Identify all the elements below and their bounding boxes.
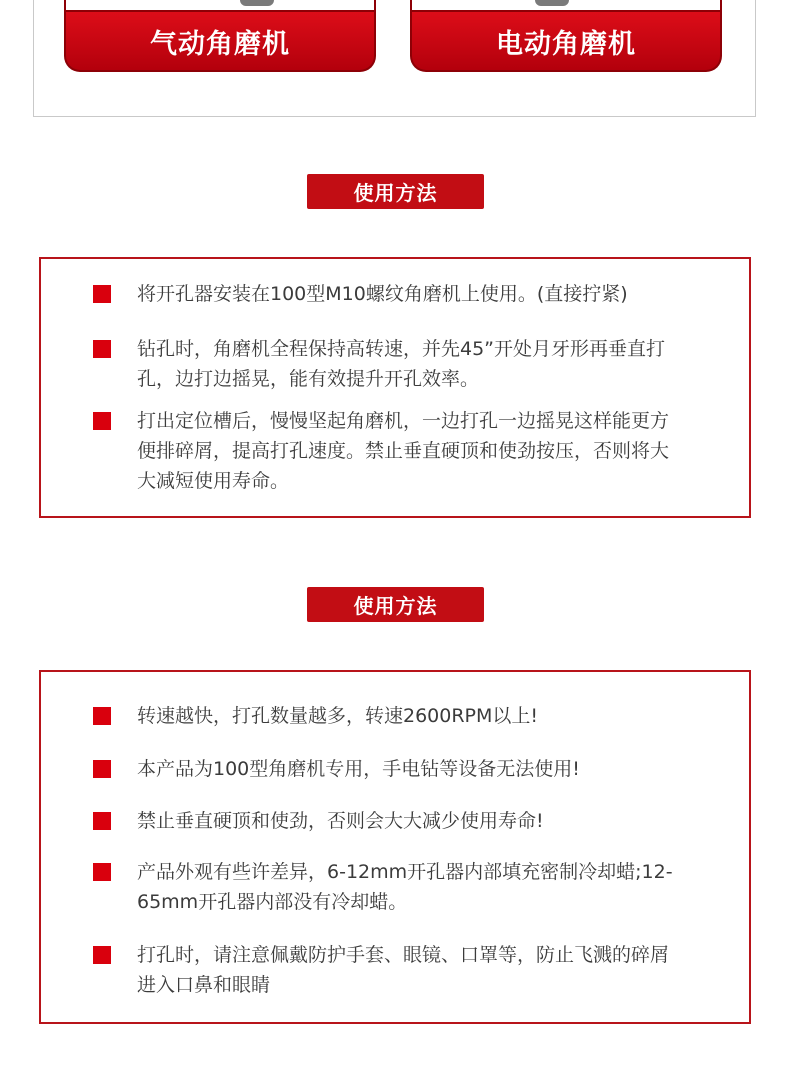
bullet-square-icon	[93, 707, 111, 725]
bullet-square-icon	[93, 863, 111, 881]
list-item-text: 产品外观有些许差异，6-12mm开孔器内部填充密制冷却蜡;12-65mm开孔器内部没有冷却蜡。	[137, 861, 673, 913]
product-image-edge-left	[240, 0, 274, 6]
list-item-text: 打孔时，请注意佩戴防护手套、眼镜、口罩等，防止飞溅的碎屑进入口鼻和眼睛	[137, 944, 670, 996]
pneumatic-label: 气动角磨机	[150, 28, 290, 60]
pneumatic-angle-grinder-button[interactable]	[64, 0, 376, 72]
usage-panel-1	[39, 257, 751, 518]
bullet-square-icon	[93, 340, 111, 358]
list-item-text: 将开孔器安装在100型M10螺纹角磨机上使用。(直接拧紧)	[137, 283, 628, 305]
electric-angle-grinder-button[interactable]	[410, 0, 722, 72]
usage-panel-2	[39, 670, 751, 1024]
list-item-text: 禁止垂直硬顶和使劲，否则会大大减少使用寿命!	[137, 810, 544, 832]
section-title-usage-1: 使用方法	[307, 174, 484, 209]
bullet-square-icon	[93, 285, 111, 303]
bullet-square-icon	[93, 412, 111, 430]
product-image-edge-right	[535, 0, 569, 6]
list-item-text: 打出定位槽后，慢慢坚起角磨机，一边打孔一边摇晃这样能更方便排碎屑，提高打孔速度。禁止垂直硬顶和使劲按压，否则将大大减短使用寿命。	[137, 410, 670, 492]
list-item-text: 本产品为100型角磨机专用，手电钻等设备无法使用!	[137, 758, 580, 780]
electric-label: 电动角磨机	[496, 28, 636, 60]
bullet-square-icon	[93, 760, 111, 778]
list-item-text: 钻孔时，角磨机全程保持高转速，并先45”开处月牙形再垂直打孔，边打边摇晃，能有效提升开孔效率。	[137, 338, 666, 390]
bullet-square-icon	[93, 946, 111, 964]
section-title-usage-2: 使用方法	[307, 587, 484, 622]
bullet-square-icon	[93, 812, 111, 830]
list-item-text: 转速越快，打孔数量越多，转速2600RPM以上!	[137, 705, 539, 727]
